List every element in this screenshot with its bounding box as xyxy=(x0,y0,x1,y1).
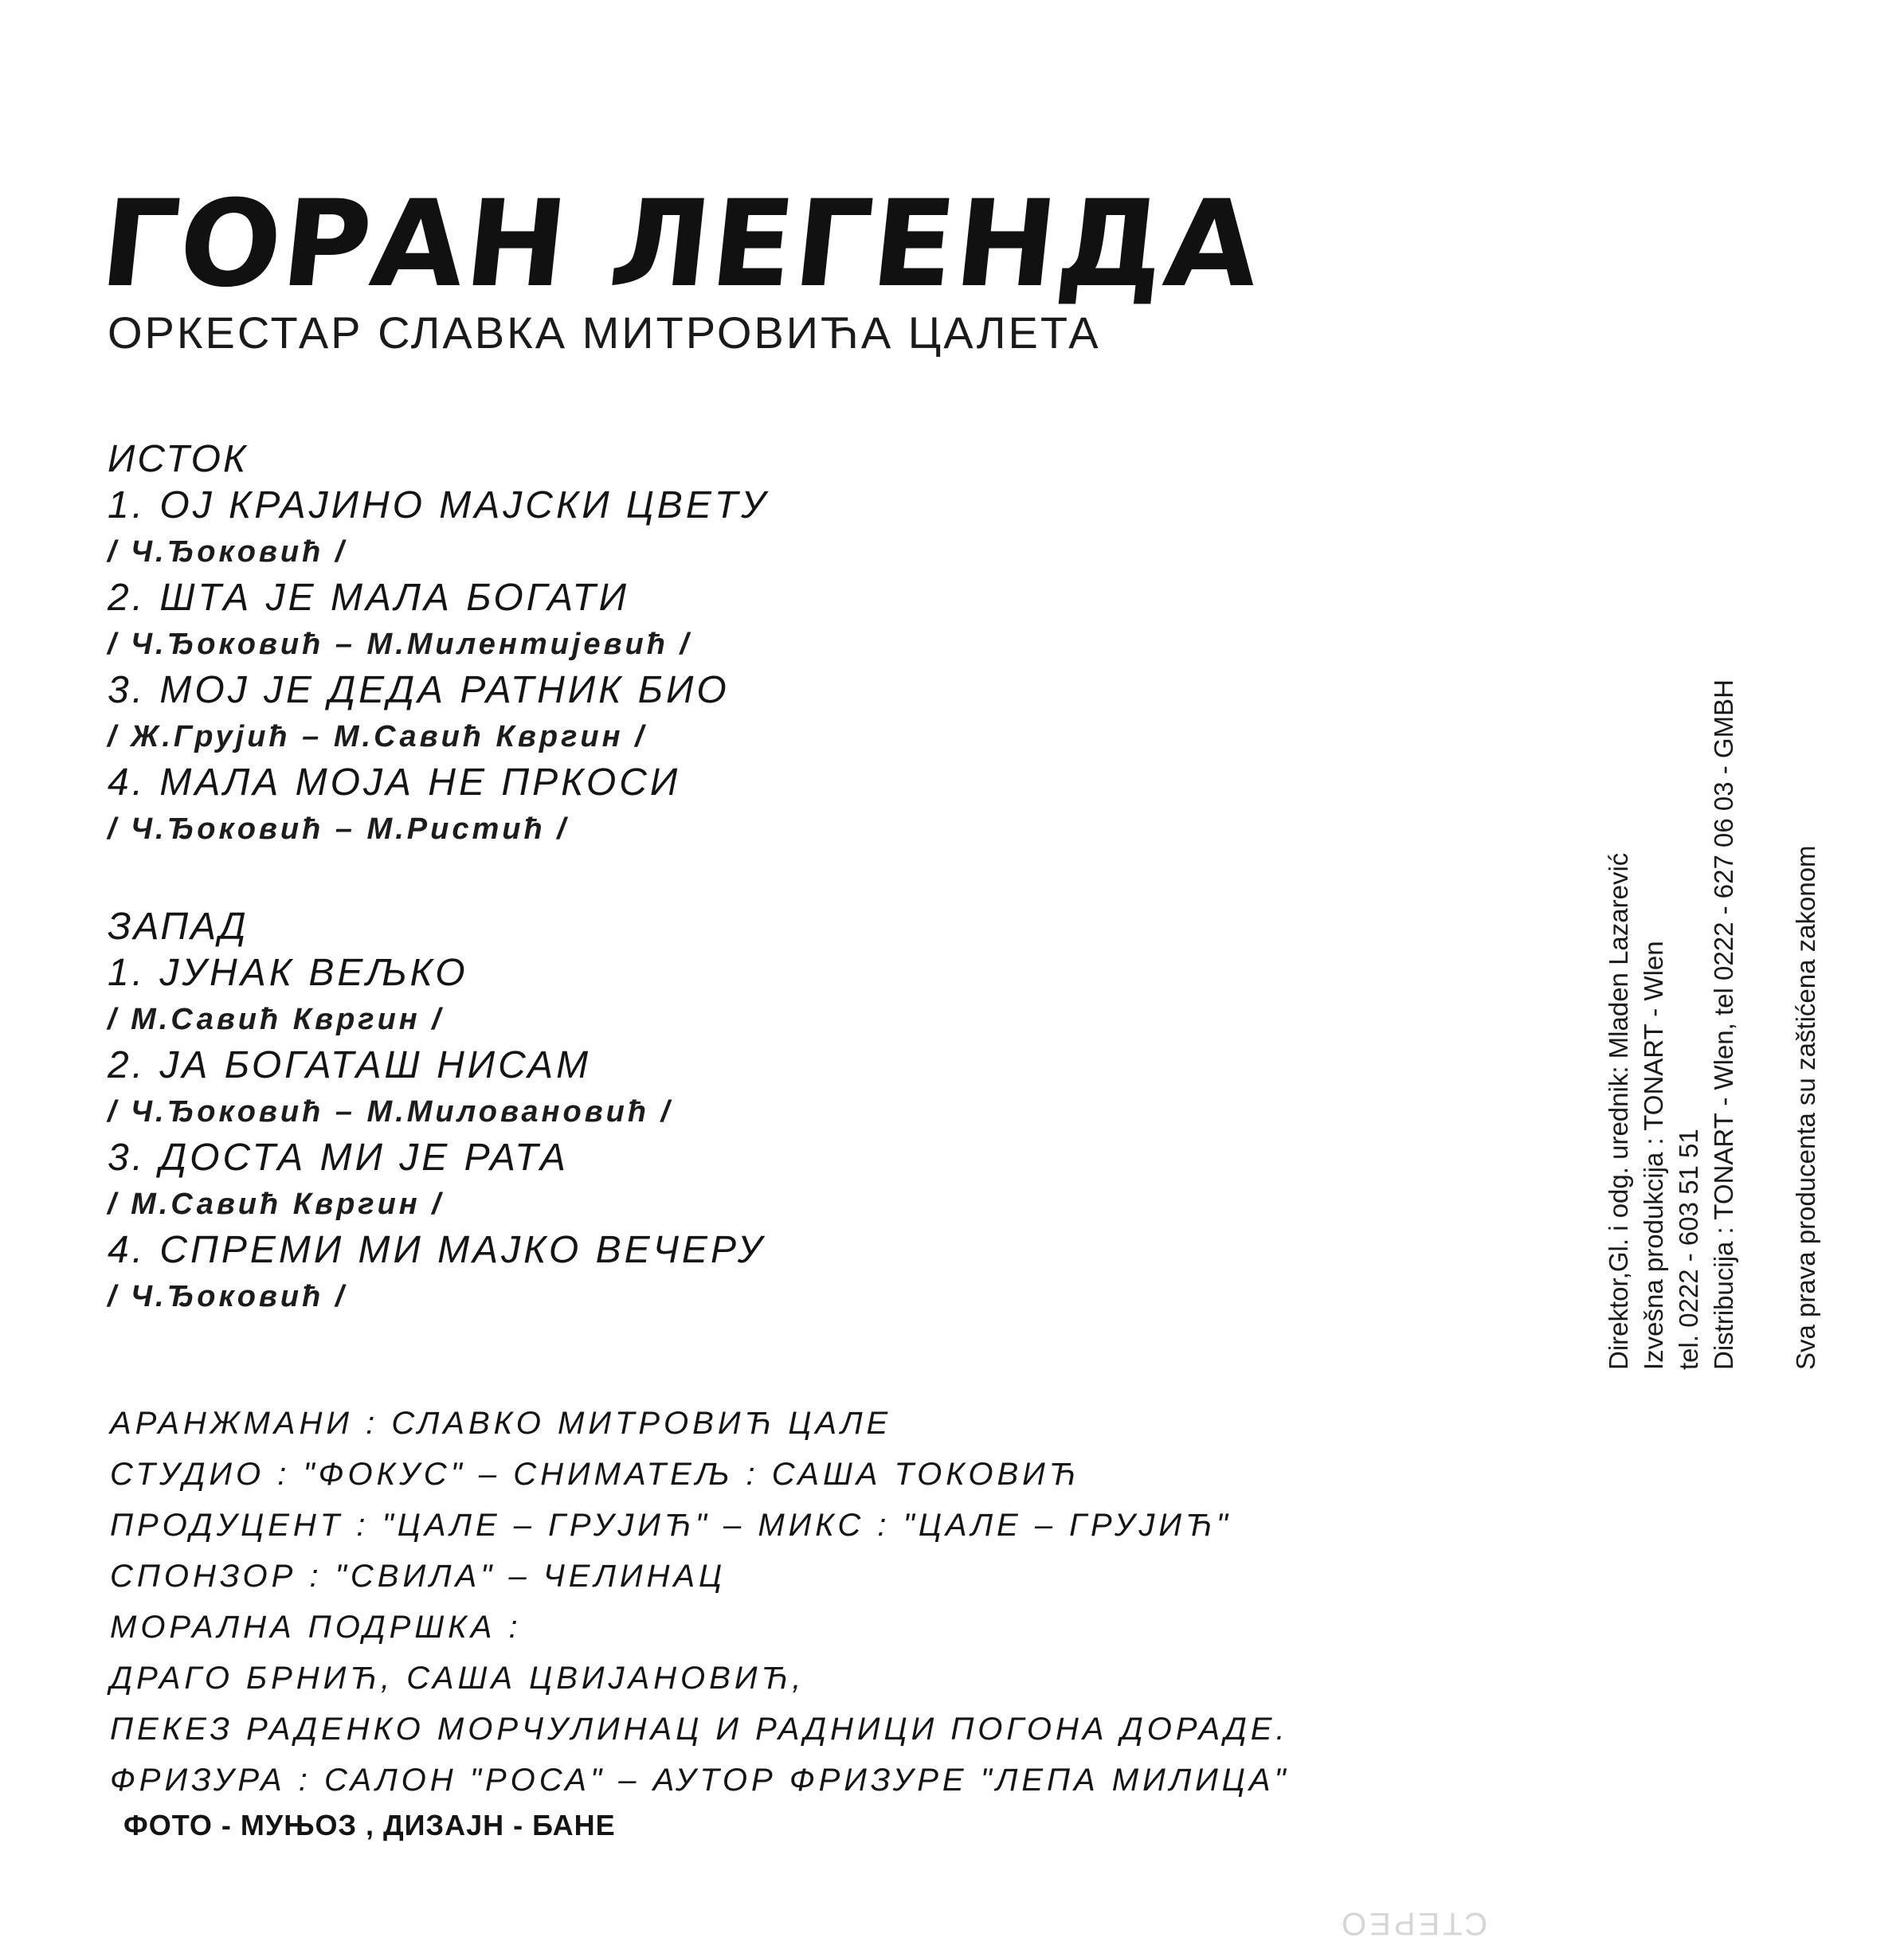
track-credit: / М.Савић Квргин / xyxy=(108,1003,444,1036)
track-title: 2. ЈА БОГАТАШ НИСАМ xyxy=(108,1044,592,1086)
track-title: 4. МАЛА МОЈА НЕ ПРКОСИ xyxy=(108,761,681,804)
rights-text: Sva prava producenta su zaštićena zakonom xyxy=(1791,845,1820,1370)
credit-studio: СТУДИО : "ФОКУС" – СНИМАТЕЉ : САША ТОКОВИЋ xyxy=(110,1457,1080,1492)
publisher-production: Izvešna produkcija : TONART - Wlen xyxy=(1639,941,1668,1370)
credit-hairstyle: ФРИЗУРА : САЛОН "РОСА" – АУТОР ФРИЗУРЕ "ЛЕПА МИЛИЦА" xyxy=(110,1763,1290,1798)
publisher-info xyxy=(1601,679,1741,1370)
credit-arrangements: АРАНЖМАНИ : СЛАВКО МИТРОВИЋ ЦАЛЕ xyxy=(110,1406,892,1441)
faint-stereo-text: СТЕРЕО xyxy=(1338,1906,1488,1941)
side-zapad xyxy=(108,904,1064,1320)
track-credit: / Ч.Ђоковић – М.Милентијевић / xyxy=(108,628,692,661)
credit-photo-design: ФОТО - МУЊОЗ , ДИЗАЈН - БАНЕ xyxy=(123,1809,616,1841)
publisher-phone: tel. 0222 - 603 51 51 xyxy=(1674,1129,1703,1370)
track-credit: / Ч.Ђоковић / xyxy=(108,1280,347,1313)
credit-moral-support-names: ПЕКЕЗ РАДЕНКО МОРЧУЛИНАЦ И РАДНИЦИ ПОГОНА ДОРАДЕ. xyxy=(110,1712,1289,1747)
side-title: ЗАПАД xyxy=(108,906,249,948)
track-title: 2. ШТА ЈЕ МАЛА БОГАТИ xyxy=(108,577,629,619)
credit-sponsor: СПОНЗОР : "СВИЛА" – ЧЕЛИНАЦ xyxy=(110,1559,727,1594)
track-title: 3. МОЈ ЈЕ ДЕДА РАТНИК БИО xyxy=(108,669,730,711)
publisher-director: Direktor,Gl. i odg. urednik: Mladen Lazarević xyxy=(1604,852,1633,1370)
track-credit: / Ж.Грујић – М.Савић Квргин / xyxy=(108,720,647,753)
track-title: 4. СПРЕМИ МИ МАЈКО ВЕЧЕРУ xyxy=(108,1229,766,1271)
track-title: 1. ЈУНАК ВЕЉКО xyxy=(108,952,468,994)
publisher-distribution: Distribucija : TONART - Wlen, tel 0222 - 627 06 03 - GMBH xyxy=(1709,679,1738,1370)
credit-moral-support: МОРАЛНА ПОДРШКА : xyxy=(110,1610,522,1645)
track-title: 3. ДОСТА МИ ЈЕ РАТА xyxy=(108,1137,569,1179)
artist-name: ГОРАН ЛЕГЕНДА xyxy=(94,175,1267,314)
rights-notice xyxy=(1788,845,1824,1370)
side-istok xyxy=(108,436,1064,852)
credit-moral-support-names: ДРАГО БРНИЋ, САША ЦВИЈАНОВИЋ, xyxy=(110,1661,805,1696)
credits-block xyxy=(110,1398,1624,1806)
track-credit: / Ч.Ђоковић – М.Ристић / xyxy=(108,812,569,846)
credit-producer: ПРОДУЦЕНТ : "ЦАЛЕ – ГРУЈИЋ" – МИКС : "ЦАЛЕ – ГРУЈИЋ" xyxy=(110,1508,1232,1543)
track-credit: / Ч.Ђоковић – М.Миловановић / xyxy=(108,1095,673,1129)
orchestra-name: ОРКЕСТАР СЛАВКА МИТРОВИЋА ЦАЛЕТА xyxy=(108,307,1101,358)
track-credit: / М.Савић Квргин / xyxy=(108,1188,444,1221)
track-title: 1. OJ КРАЈИНО МАЈСКИ ЦВЕТУ xyxy=(108,484,769,526)
track-credit: / Ч.Ђоковић / xyxy=(108,535,347,569)
side-title: ИСТОК xyxy=(108,438,249,480)
